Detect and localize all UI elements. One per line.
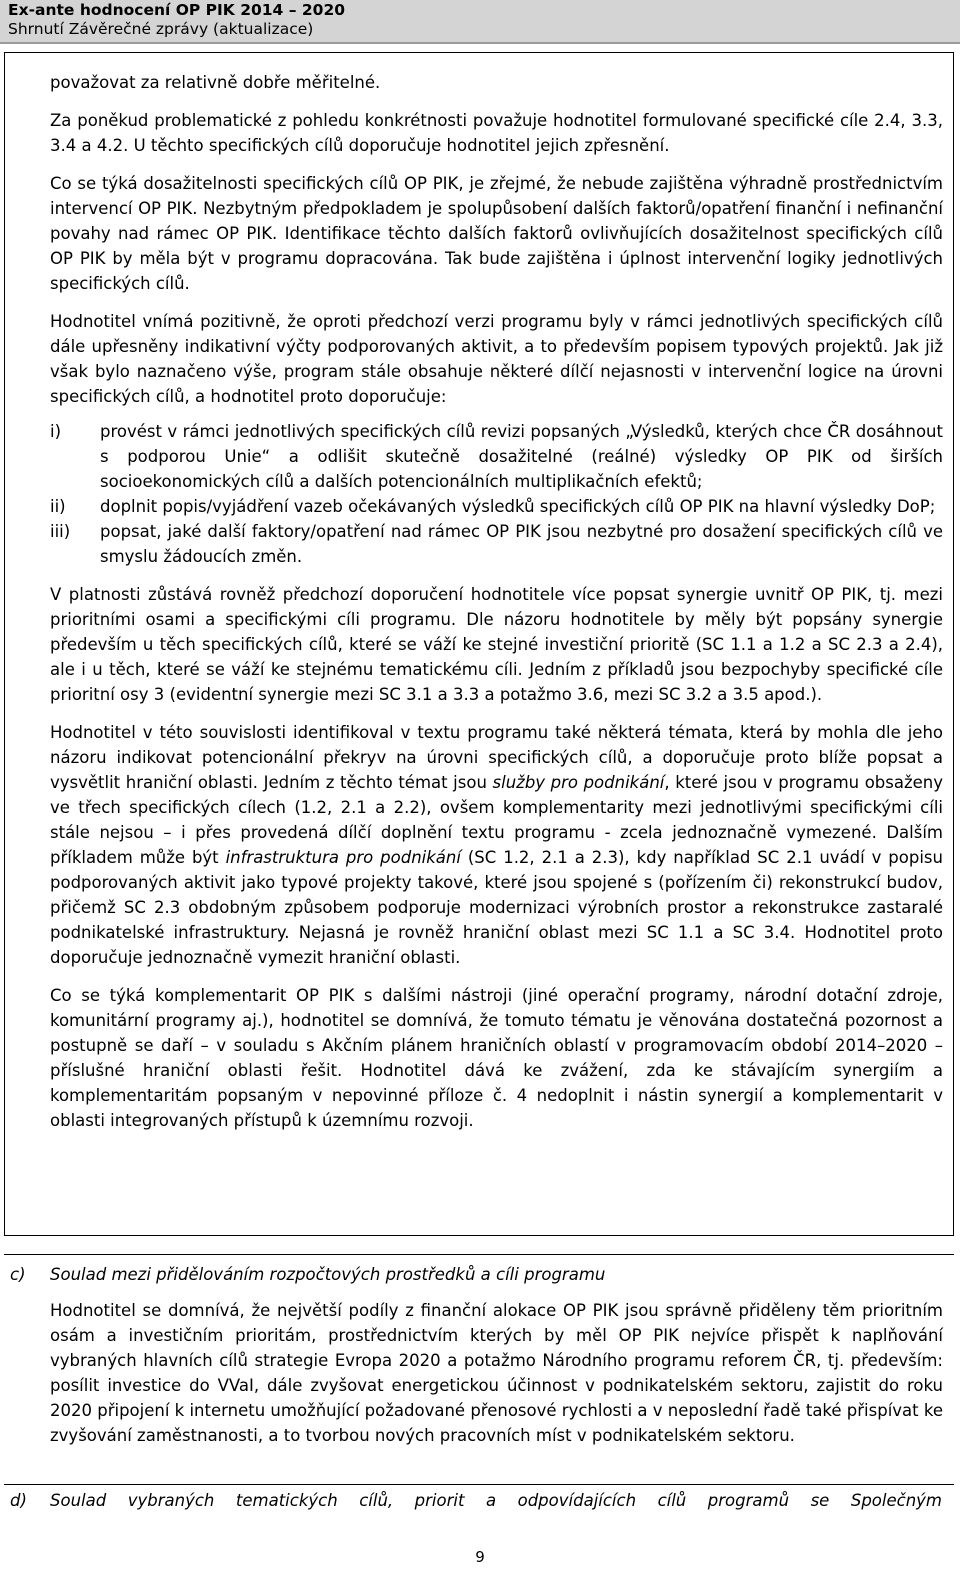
paragraph: Co se týká dosažitelnosti specifických cílů OP PIK, je zřejmé, že nebude zajištěna výhradně prostřednictvím intervencí OP PIK. Nezbytným předpokladem je spolupůsobení dalších faktorů/opatření finanční i nefinanční povahy nad rámec OP PIK. Identifikace těchto dalších faktorů ovlivňujících dosažitelnost specifických cílů OP PIK by měla být v programu dopracována. Tak bude zajištěna i úplnost intervenční logiky jednotlivých specifických cílů. bbox=[50, 174, 943, 293]
paragraph: Hodnotitel v této souvislosti identifikoval v textu programu také některá témata, která by mohla dle jeho názoru indikovat potencionální překryv na úrovni specifických cílů, a doporučuje proto blíže popsat a vysvětlit hraniční oblasti. Jedním z těchto témat jsou služby pro podnikání, které jsou v programu obsaženy ve třech specifických cílech (1.2, 2.1 a 2.2), ovšem komplementarity mezi jednotlivými specifickými cíli stále nejsou – i přes provedená dílčí doplnění textu programu - zcela jednoznačně vymezené. Dalším příkladem může být infrastruktura pro podnikání (SC 1.2, 2.1 a 2.3), kdy například SC 2.1 uvádí v popisu podporovaných aktivit jako typové projekty takové, které jsou spojené s (pořízením či) rekonstrukcí budov, přičemž SC 2.3 obdobným způsobem podporuje modernizaci výrobních prostor a rekonstrukce zastaralé podnikatelské infrastruktury. Nejasná je rovněž hraniční oblast mezi SC 1.1 a SC 3.4. Hodnotitel proto doporučuje jednoznačně vymezit hraniční oblasti. bbox=[50, 723, 944, 967]
list-number: i) bbox=[50, 422, 62, 441]
document-subtitle: Shrnutí Závěrečné zprávy (aktualizace) bbox=[8, 20, 314, 38]
paragraph: V platnosti zůstává rovněž předchozí doporučení hodnotitele více popsat synergie uvnitř OP PIK, tj. mezi prioritními osami a specifickými cíli programu. Dle názoru hodnotitele by měly být popsány synergie především u těch specifických cílů, které se váží ke stejné investiční prioritě (SC 1.1 a 1.2 a SC 2.3 a 2.4), ale i u těch, které se váží ke stejnému tematickému cíli. Jedním z příkladů jsou bezpochyby specifické cíle prioritní osy 3 (evidentní synergie mezi SC 3.1 a 3.3 a potažmo 3.6, mezi SC 3.2 a 3.5 apod.). bbox=[50, 585, 943, 704]
main-text bbox=[50, 70, 943, 1133]
page-number: 9 bbox=[475, 1548, 485, 1566]
emphasis: infrastruktura pro podnikání bbox=[225, 848, 461, 867]
list-text: provést v rámci jednotlivých specifických cílů revizi popsaných „Výsledků, kterých chce ČR dosáhnout s podporou Unie“ a odlišit skutečně dosažitelné (reálné) výsledky OP PIK od širších socioekonomických cílů a dalších potencionálních multiplikačních efektů; bbox=[100, 422, 943, 491]
document-title: Ex-ante hodnocení OP PIK 2014 – 2020 bbox=[8, 1, 346, 19]
emphasis: služby pro podnikání bbox=[492, 773, 665, 792]
paragraph: Hodnotitel vnímá pozitivně, že oproti předchozí verzi programu byly v rámci jednotlivých specifických cílů dále upřesněny indikativní výčty podporovaných aktivit, a to především popisem typových projektů. Jak již však bylo naznačeno výše, program stále obsahuje některé dílčí nejasnosti v intervenční logice na úrovni specifických cílů, a hodnotitel proto doporučuje: bbox=[50, 312, 943, 406]
paragraph: považovat za relativně dobře měřitelné. bbox=[50, 73, 381, 92]
paragraph: Hodnotitel se domnívá, že největší podíly z finanční alokace OP PIK jsou správně přiděleny těm prioritním osám a investičním prioritám, prostřednictvím kterých by měl OP PIK nejvíce přispět k naplňování vybraných hlavních cílů strategie Evropa 2020 a potažmo Národního programu reforem ČR, tj. především: posílit investice do VVaI, dále zvyšovat energetickou účinnost v podnikatelském sektoru, zajistit do roku 2020 připojení k internetu umožňující požadované přenosové rychlosti a v neposlední řadě také přispívat ke zvyšování zaměstnanosti, a to tvorbou nových pracovních míst v podnikatelském sektoru. bbox=[50, 1301, 943, 1445]
list-item bbox=[50, 494, 943, 519]
section-title: Soulad mezi přidělováním rozpočtových prostředků a cíli programu bbox=[50, 1265, 606, 1284]
list-number: ii) bbox=[50, 497, 66, 516]
list-text: popsat, jaké další faktory/opatření nad rámec OP PIK jsou nezbytné pro dosažení specifických cílů ve smyslu žádoucích změn. bbox=[100, 522, 943, 566]
list-text: doplnit popis/vyjádření vazeb očekávaných výsledků specifických cílů OP PIK na hlavní výsledky DoP; bbox=[100, 497, 936, 516]
page-header bbox=[0, 0, 960, 44]
section-letter: c) bbox=[10, 1265, 26, 1284]
list-item bbox=[50, 419, 943, 494]
list-item bbox=[50, 519, 943, 569]
paragraph: Za poněkud problematické z pohledu konkrétnosti považuje hodnotitel formulované specifické cíle 2.4, 3.3, 3.4 a 4.2. U těchto specifických cílů doporučuje hodnotitel jejich zpřesnění. bbox=[50, 111, 943, 155]
section-title: Soulad vybraných tematických cílů, priorit a odpovídajících cílů programů se Společným bbox=[50, 1491, 942, 1510]
list-number: iii) bbox=[50, 522, 71, 541]
section-divider bbox=[4, 1254, 954, 1255]
section-c-text bbox=[50, 1298, 943, 1448]
paragraph: Co se týká komplementarit OP PIK s dalšími nástroji (jiné operační programy, národní dotační zdroje, komunitární programy aj.), hodnotitel se domnívá, že tomuto tématu je věnována dostatečná pozornost a postupně se daří – v souladu s Akčním plánem hraničních oblastí v programovacím období 2014–2020 – příslušné hraniční oblasti řešit. Hodnotitel dává ke zvážení, zda ke stávajícím synergiím a komplementaritám popsaným v nepovinné příloze č. 4 nedoplnit i nástin synergií a komplementarit v oblasti integrovaných přístupů k územnímu rozvoji. bbox=[50, 986, 943, 1130]
section-heading-c bbox=[10, 1262, 950, 1287]
section-letter: d) bbox=[10, 1491, 27, 1510]
section-divider bbox=[4, 1484, 954, 1485]
recommendation-list bbox=[50, 419, 943, 569]
section-heading-d bbox=[10, 1488, 942, 1513]
